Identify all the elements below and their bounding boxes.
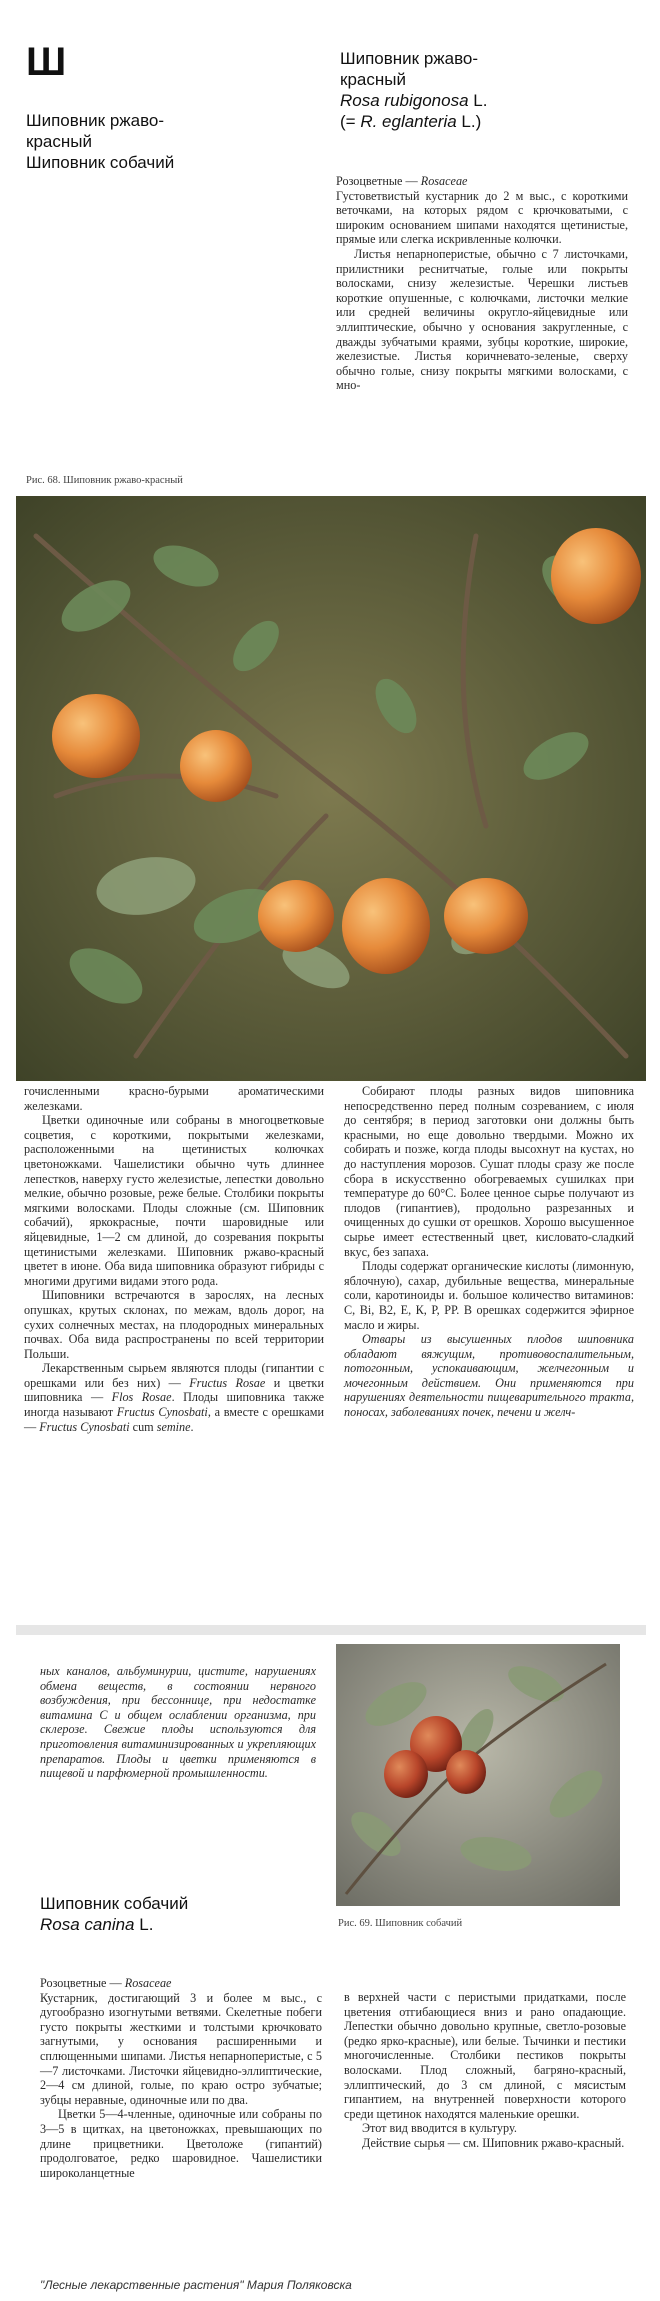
text-run: cum [129, 1419, 157, 1434]
right-header-line2: красный [340, 70, 406, 89]
right-header-latin1 [340, 90, 487, 111]
paragraph: Листья непарноперистые, обычно с 7 листочками, прилистники реснитчатые, голые или покрыты волосками, снизу железистые. Черешки листьев короткие опушенные, с колючками, листочки мелкие или средней величины округло-яйцевидные или эллиптические, обычно у основания закругленные, с дважды зубчатыми краями, зубцы короткие, широкие, железистые. Листья коричневато-зеленые, сверху обычно голые, снизу покрыты мягкими волосками, с мно- [336, 246, 628, 393]
figure-caption-68: Рис. 68. Шиповник ржаво-красный [26, 475, 183, 486]
latin-term: semine [156, 1419, 191, 1434]
photo-rosa-rubiginosa [16, 496, 646, 1081]
footer-credit: "Лесные лекарственные растения" Мария Поляковска [40, 2278, 352, 2292]
family-label: Розоцветные — [40, 1976, 125, 1990]
paragraph: Плоды содержат органические кислоты (лимонную, яблочную), сахар, дубильные вещества, минеральные соли, каротиноиды и. большое количество витаминов: С, Bi, B2, Е, К, Р, РР. В орешках содержится эфирное масло и жиры. [344, 1259, 634, 1332]
text-run: . [190, 1419, 194, 1434]
section-letter: Ш [26, 40, 67, 84]
latin-term: Fructus Cynosbati [39, 1419, 130, 1434]
paragraph: гочисленными красно-бурыми ароматическими железками. [24, 1084, 324, 1113]
canina-latin-line [40, 1914, 188, 1935]
latin-author: L. [468, 91, 488, 110]
family-line [40, 1976, 322, 1991]
left-header-line3: Шиповник собачий [26, 153, 175, 172]
text-run: . Плоды шиповника также иногда называют [24, 1390, 325, 1420]
left-header-line2: красный [26, 132, 92, 151]
bottom-left-text [40, 1976, 322, 2180]
left-header-line1: Шиповник ржаво- [26, 111, 165, 130]
family-latin: Rosaceae [420, 174, 468, 188]
paragraph [24, 1361, 324, 1434]
paragraph: Собирают плоды разных видов шиповника непосредственно перед полным созреванием, с июля до сентября; в период заготовки они должны быть красными, но еще довольно твердыми. Можно их собирать и позже, когда плоды высохнут на кустах, но до наступления морозов. Сушат плоды сразу же после сбора в искусственно обогреваемых сушилках при температуре до 60°С. Более ценное сырье получают из плодов (гипантиев), продольно разрезанных и очищенных до сушки от орешков. Хорошо высушенное сырье имеет естественный цвет, кисловато-сладкий вкус, без запаха. [344, 1084, 634, 1259]
middle-right-text [344, 1084, 634, 1420]
latin-prefix: (= [340, 112, 361, 131]
latin-term: Fructus Cynosbati [116, 1405, 208, 1420]
rosehip-photo-illustration-2 [336, 1644, 620, 1906]
figure-caption-69: Рис. 69. Шиповник собачий [338, 1918, 463, 1929]
rosehip-photo-illustration [16, 496, 646, 1081]
canina-name: Шиповник собачий [40, 1894, 189, 1913]
family-line [336, 174, 628, 189]
latin-author: L. [134, 1915, 154, 1934]
lower-italic-text [40, 1664, 316, 1781]
page-divider [16, 1625, 646, 1635]
right-header [340, 48, 487, 132]
left-header [26, 110, 174, 173]
latin-name: Rosa canina [40, 1915, 135, 1934]
latin-name: Rosa rubigonosa [340, 91, 469, 110]
latin-term: Fructus Rosae [189, 1375, 266, 1390]
text-run: и цветки шиповника — [24, 1375, 324, 1405]
paragraph: Цветки одиночные или собраны в многоцветковые соцветия, с короткими, покрытыми железками, расположенными на щетинистых колючках цветоножками. Чашелистики обычно чуть длиннее лепестков, наверху густо железистые, лепестки довольно мелкие, обычно розовые, реже белые. Столбики покрыты мягкими волосками. Плоды сложные (см. Шиповник собачий), яркокрасные, почти шаровидные или яйцевидные, 1—2 см длиной, до созревания покрыты щетинистыми железками. Шиповник ржаво-красный цветет в июне. Оба вида шиповника образуют гибриды с многими другими видами этого рода. [24, 1113, 324, 1288]
paragraph: Шиповники встречаются в зарослях, на лесных опушках, крутых склонах, по межам, вдоль дорог, на сухих солнечных местах, на плодородных минеральных почвах. Оба вида распространены по всей территории Польши. [24, 1288, 324, 1361]
right-header-latin2 [340, 111, 487, 132]
paragraph: Действие сырья — см. Шиповник ржаво-красный. [362, 2135, 625, 2150]
paragraph: Этот вид вводится в культуру. [362, 2121, 517, 2136]
text-run: , а вместе с орешками — [24, 1405, 324, 1434]
middle-left-text [24, 1084, 324, 1434]
latin-suffix: L.) [456, 112, 482, 131]
canina-header [40, 1893, 188, 1935]
family-latin: Rosaceae [124, 1976, 172, 1990]
latin-term: Flos Rosae [111, 1390, 172, 1405]
paragraph-italic: ных каналов, альбуминурии, цистите, нарушениях обмена веществ, в состоянии нервного возбуждения, при бессоннице, при недостатке витамина С и общем ослаблении организма, при склерозе. Свежие плоды используются для приготовления витаминизированных и укрепляющих препаратов. Плоды и цветки применяются в пищевой и парфюмерной промышленности. [40, 1664, 316, 1781]
paragraph: Цветки 5—4-членные, одиночные или собраны по 3—5 в щитках, на цветоножках, превышающих по длине прицветники. Цветоложе (гипантий) продолговатое, редко шаровидное. Чашелистики широколанцетные [40, 2107, 322, 2180]
paragraph: в верхней части с перистыми придатками, после цветения отгибающиеся вниз и рано опадающие. Лепестки обычно довольно крупные, светло-розовые (редко ярко-красные), или белые. Тычинки и пестики многочисленные. Столбики пестиков покрыты волосками. Плод сложный, багряно-красный, эллиптический, до 3 см длиной, с мясистым гипантием, на внутренней поверхности которого среди щетинок находятся маленькие орешки. [344, 1990, 626, 2121]
text-run: Лекарственным сырьем являются плоды (гипантии с орешками или без них) — [24, 1361, 324, 1390]
right-header-line1: Шиповник ржаво- [340, 49, 479, 68]
paragraph-italic: Отвары из высушенных плодов шиповника обладают вяжущим, противовоспалительным, потогонным, успокаивающим, желчегонным и мочегонным действием. Они применяются при нарушениях деятельности пищеварительного тракта, поносах, заболеваниях почек, печени и желч- [344, 1332, 634, 1420]
family-label: Розоцветные — [336, 174, 421, 188]
paragraph: Густоветвистый кустарник до 2 м выс., с короткими веточками, на которых рядом с крючковатыми, с широким основанием шипами находятся щетинистые, прямые или слегка искривленные колючки. [336, 188, 628, 247]
photo-rosa-canina [336, 1644, 620, 1906]
bottom-right-text [344, 1990, 626, 2151]
paragraph: Кустарник, достигающий 3 и более м выс., с дугообразно изогнутыми ветвями. Скелетные побеги густо покрыты жесткими и толстыми крючковато загнутыми, у основания расширенными и сплющенными шипами. Листья непарноперистые, с 5—7 листочками. Листочки яйцевидно-эллиптические, 2—4 см длиной, голые, по краю остро зубчатые; зубцы неравные, одиночные или по два. [40, 1990, 322, 2107]
latin-synonym: R. eglanteria [360, 112, 457, 131]
top-text [336, 174, 628, 393]
